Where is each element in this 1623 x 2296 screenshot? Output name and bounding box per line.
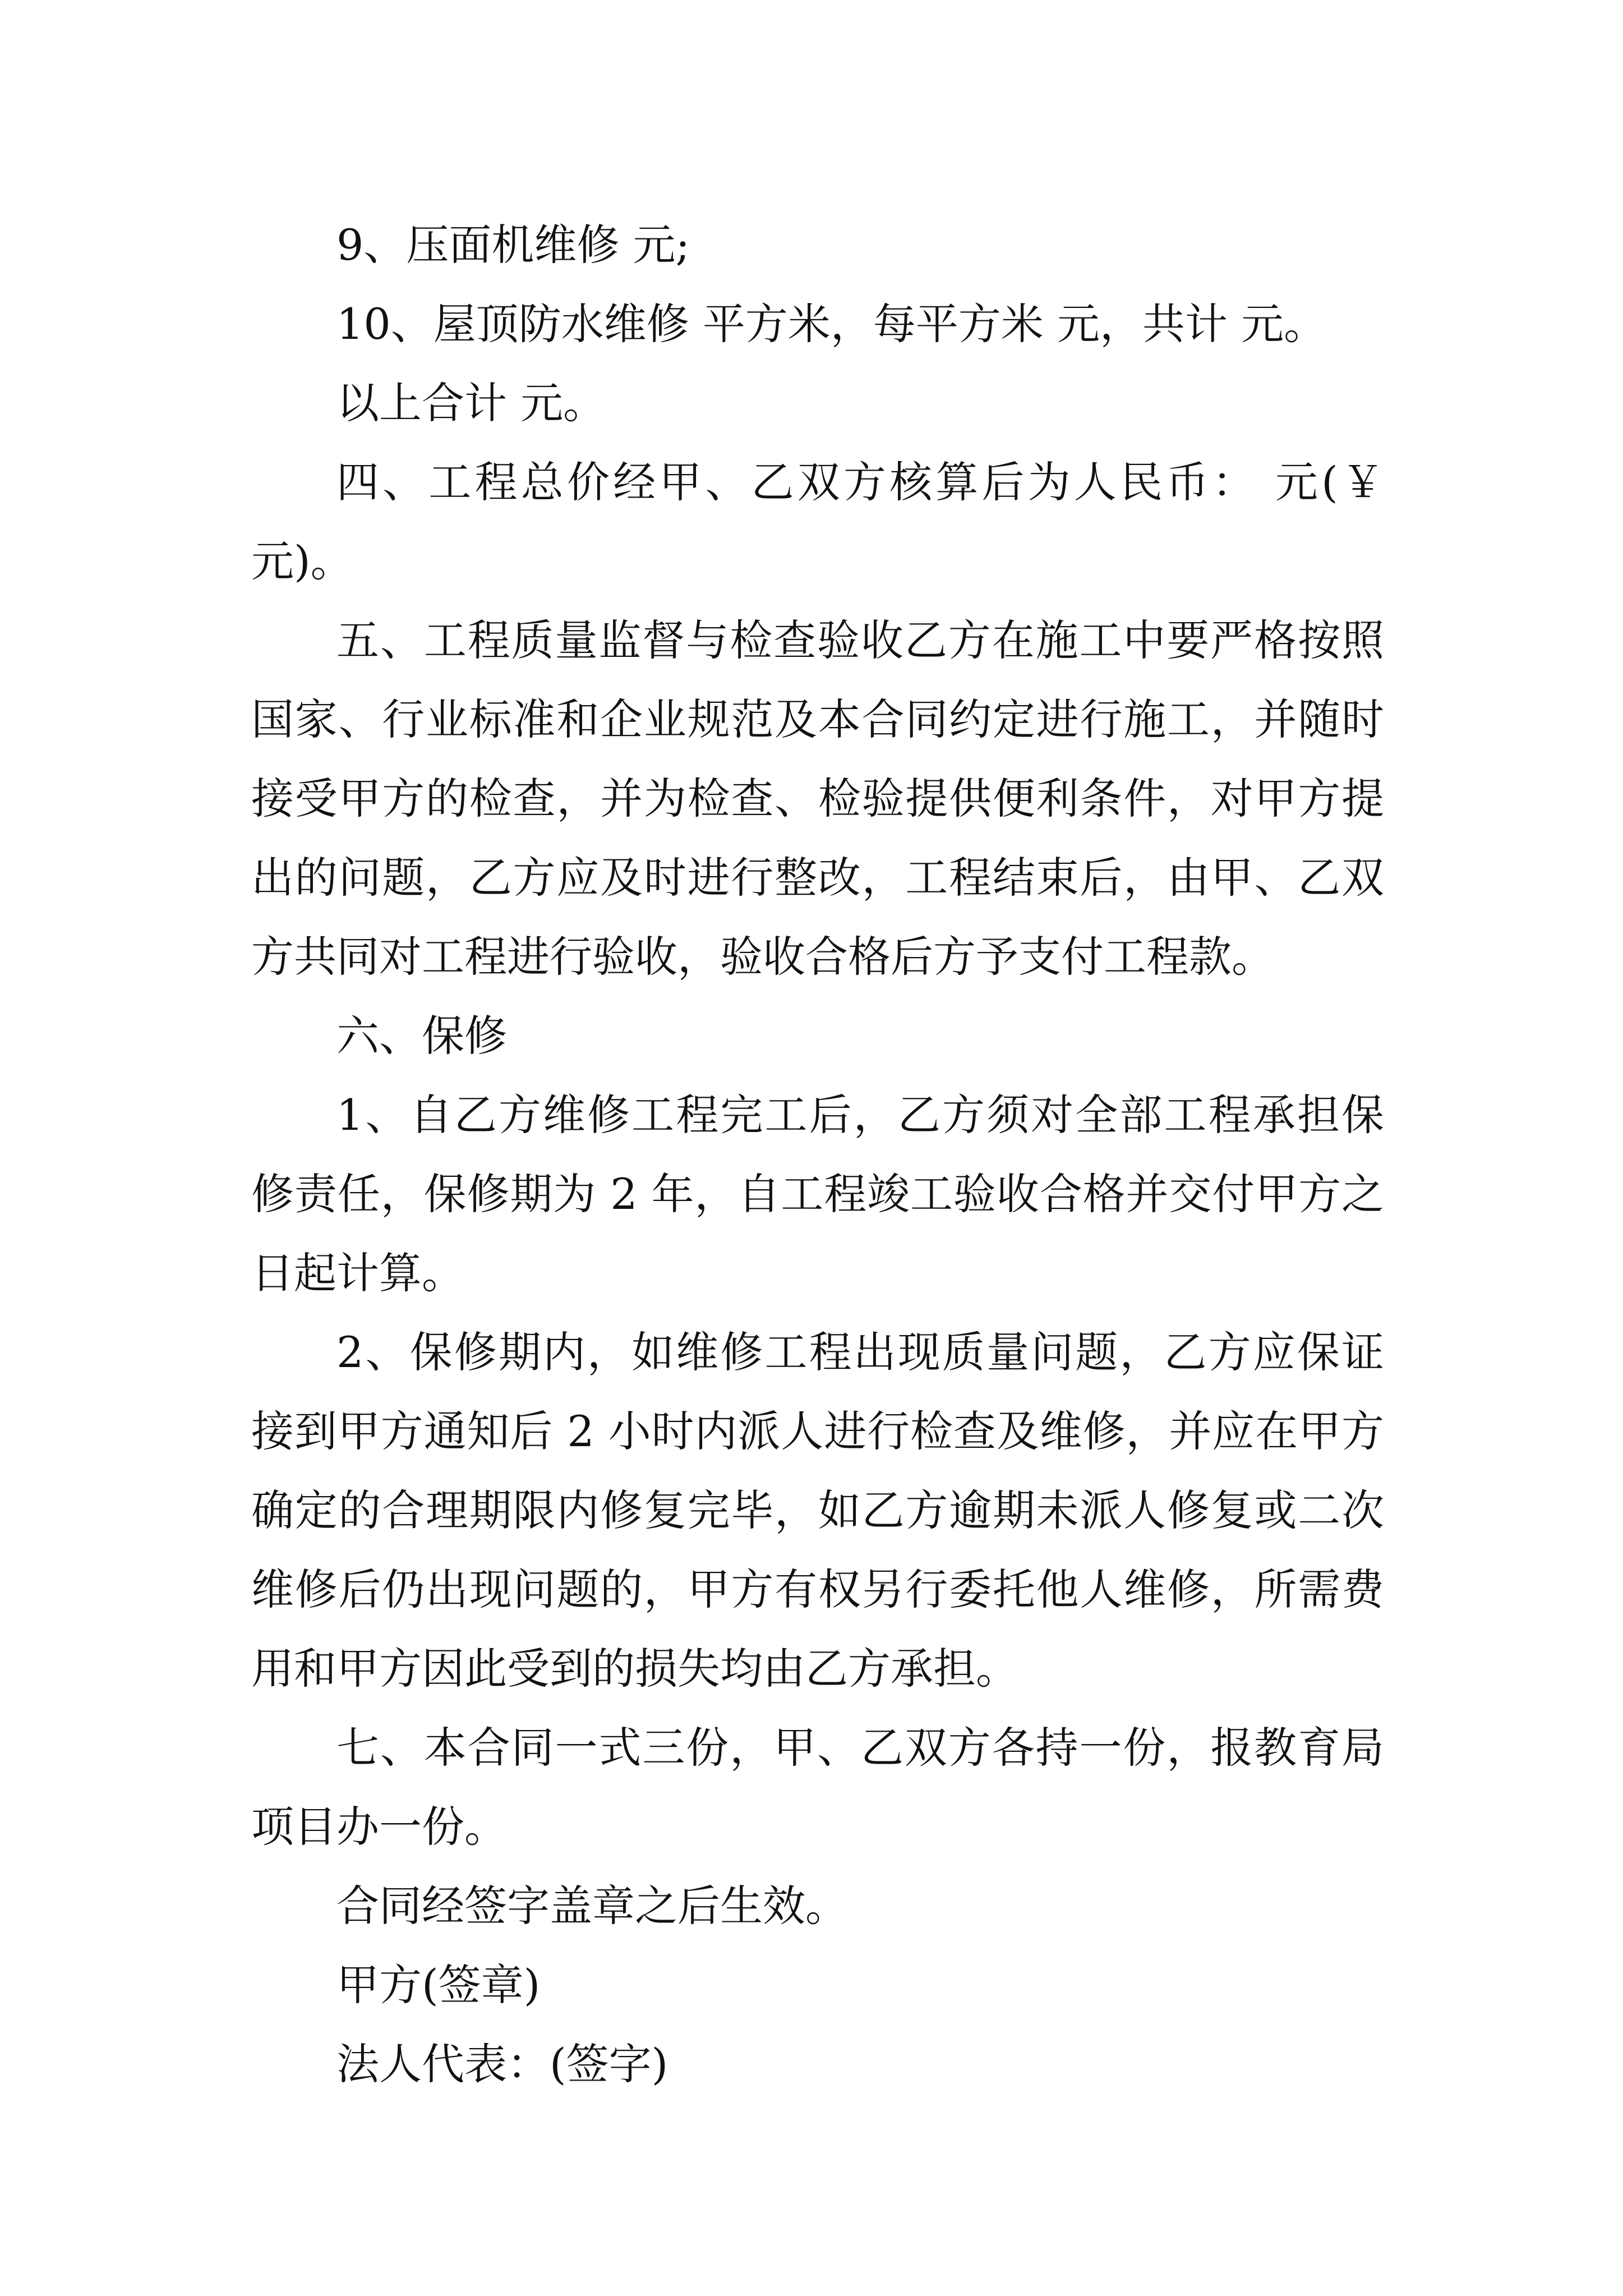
section-6-heading-warranty: 六、保修 xyxy=(336,1011,507,1061)
party-a-seal-line: 甲方(签章) xyxy=(336,1960,541,2010)
section-4-total-price: 四、工程总价经甲、乙双方核算后为人民币： 元(￥ 元)。 xyxy=(251,457,1384,586)
section-5-quality-inspection: 五、工程质量监督与检查验收乙方在施工中要严格按照国家、行业标准和企业规范及本合同约定进行施工，并随时接受甲方的检查，并为检查、检验提供便利条件，对甲方提出的问题，乙方应及时进行整改，工程结束后，由甲、乙双方共同对工程进行验收，验收合格后方予支付工程款。 xyxy=(251,615,1384,982)
legal-representative-signature-line: 法人代表：(签字) xyxy=(336,2039,668,2089)
clause-9-noodle-press-repair: 9、压面机维修 元; xyxy=(336,220,690,270)
warranty-item-2: 2、保修期内，如维修工程出现质量问题，乙方应保证接到甲方通知后 2 小时内派人进行检查及维修，并应在甲方确定的合理期限内修复完毕，如乙方逾期未派人修复或二次维修后仍出现问题的，甲方有权另行委托他人维修，所需费用和甲方因此受到的损失均由乙方承担。 xyxy=(251,1327,1384,1694)
effective-clause: 合同经签字盖章之后生效。 xyxy=(336,1881,848,1931)
section-7-copies: 七、本合同一式三份，甲、乙双方各持一份，报教育局项目办一份。 xyxy=(251,1723,1384,1852)
contract-text-body xyxy=(251,205,1384,2104)
clause-10-roof-waterproofing: 10、屋顶防水维修 平方米，每平方米 元，共计 元。 xyxy=(336,299,1327,349)
warranty-item-1: 1、自乙方维修工程完工后，乙方须对全部工程承担保修责任，保修期为 2 年，自工程竣工验收合格并交付甲方之日起计算。 xyxy=(251,1090,1384,1298)
subtotal-line: 以上合计 元。 xyxy=(336,378,606,428)
